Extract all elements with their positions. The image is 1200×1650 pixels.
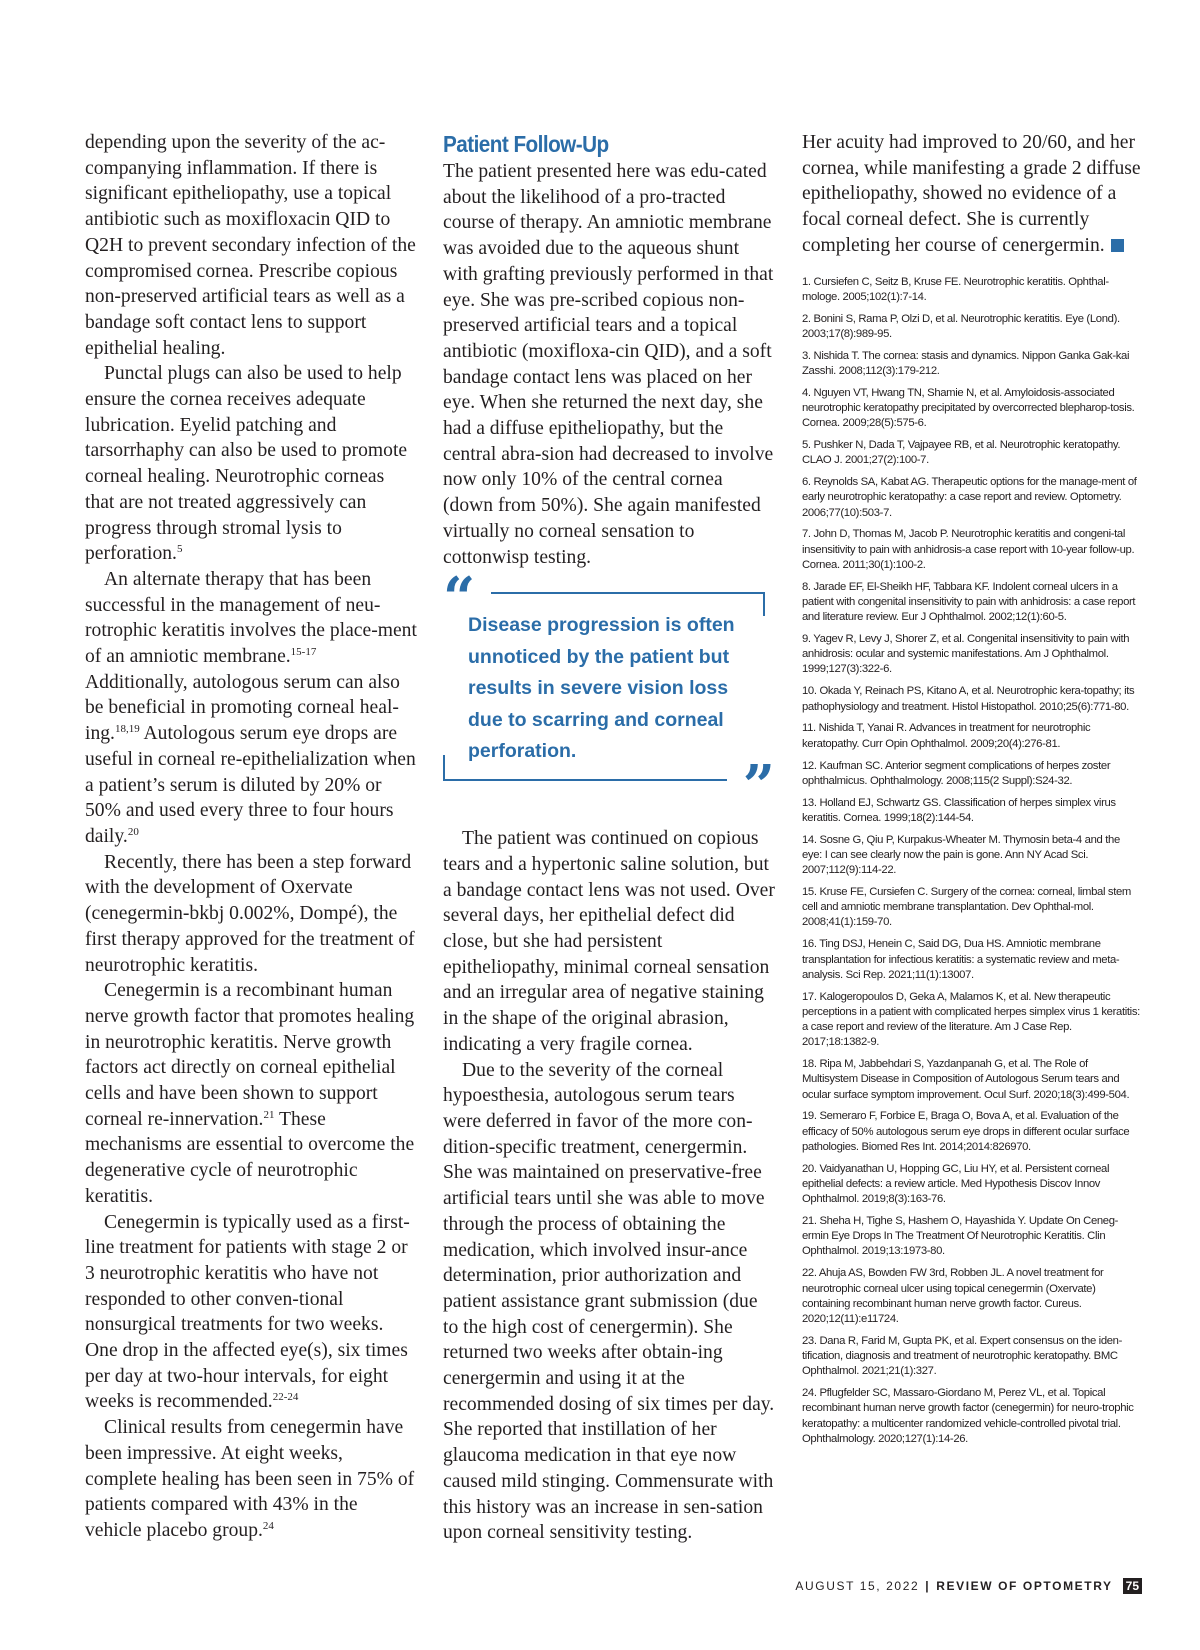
reference-item: 7. John D, Thomas M, Jacob P. Neurotrophic keratitis and congeni-tal insensitivity to pain with anhidrosis-a case report with 10-year follow-up. Cornea. 2011;30(1):100-2. [802, 528, 1135, 571]
reference-item: 6. Reynolds SA, Kabat AG. Therapeutic options for the manage-ment of early neurotrophic keratopathy: a case report and review. Optometry. 2006;77(10):503-7. [802, 476, 1137, 519]
reference-item: 8. Jarade EF, El-Sheikh HF, Tabbara KF. Indolent corneal ulcers in a patient with congenital insensitivity to pain with anhidrosis: a case report and literature review. Eur J Ophthalmol. 2002;12(1):60-5. [802, 580, 1136, 624]
end-of-article-icon [1111, 239, 1124, 252]
section-heading: Patient Follow-Up [443, 131, 609, 157]
reference-item: 4. Nguyen VT, Hwang TN, Shamie N, et al. Amyloidosis-associated neurotrophic keratopathy precipitated by overcorrected blepharop-tosis. Cornea. 2009;28(5):575-6. [802, 386, 1135, 430]
body-paragraph: Due to the severity of the corneal hypoesthesia, autologous serum tears were deferred in favor of the more con-dition-specific treatment, cenergermin. She was maintained on preservative-free artificial tears until she was able to move through the process of obtaining the medication, which involved insur-ance determination, prior authorization and patient assistance grant submission (due to the high cost of cenergermin). She returned two weeks after obtain-ing cenergermin and using it at the recommended dosing of six times per day. She reported that instillation of her glaucoma medication in that eye now caused mild stinging. Commensurate with this history was an increase in sen-sation upon corneal sensitivity testing. [443, 1059, 775, 1544]
reference-item: 9. Yagev R, Levy J, Shorer Z, et al. Congenital insensitivity to pain with anhidrosis: ocular and systemic manifestations. Am J Ophthalmol. 1999;127(3):322-6. [802, 633, 1130, 676]
open-quote-icon: “ [443, 565, 476, 632]
closing-paragraph [802, 130, 1142, 259]
section-body-after-quote [443, 826, 775, 1546]
column-right [802, 130, 1142, 1463]
body-paragraph: Cenegermin is typically used as a first-line treatment for patients with stage 2 or 3 neurotrophic keratitis who have not responded to other conven-tional nonsurgical treatments for two weeks. One drop in the affected eye(s), six times per day at two-hour intervals, for eight weeks is recommended.$^{22-24}$ [85, 1211, 410, 1413]
body-paragraph: An alternate therapy that has been successful in the management of neu-rotrophic keratitis involves the place-ment of an amniotic membrane.$^{15-17}$ Additionally, autologous serum can also be beneficial in promoting corneal heal-ing.$^{18,19}$ Autologous serum eye drops are useful in corneal re-epithelialization when a patient’s serum is diluted by 20% or 50% and used every three to four hours daily.$^{20}$ [85, 568, 417, 847]
reference-item: 3. Nishida T. The cornea: stasis and dynamics. Nippon Ganka Gak-kai Zasshi. 2008;112(3):179-212. [802, 349, 1130, 377]
reference-item: 24. Pflugfelder SC, Massaro-Giordano M, Perez VL, et al. Topical recombinant human nerve growth factor (cenegermin) for neuro-trophic keratopathy: a multicenter randomized vehicle-controlled pivotal trial. Ophthalmology. 2020;127(1):14-26. [802, 1387, 1134, 1445]
reference-item: 22. Ahuja AS, Bowden FW 3rd, Robben JL. A novel treatment for neurotrophic corneal ulcer using topical cenegermin (Oxervate) containing recombinant human nerve growth factor. Cureus. 2020;12(11):e11724. [802, 1267, 1104, 1325]
reference-list [802, 275, 1142, 1447]
reference-item: 12. Kaufman SC. Anterior segment complications of herpes zoster ophthalmicus. Ophthalmology. 2008;115(2 Suppl):S24-32. [802, 759, 1111, 787]
section-body-before-quote [443, 159, 775, 570]
body-paragraph: depending upon the severity of the ac-companying inflammation. If there is significant epitheliopathy, use a topical antibiotic such as moxifloxacin QID to Q2H to prevent secondary infection of the compromised cornea. Prescribe copious non-preserved artificial tears as well as a bandage soft contact lens to support epithelial healing. [85, 132, 416, 359]
reference-item: 18. Ripa M, Jabbehdari S, Yazdanpanah G, et al. The Role of Multisystem Disease in Composition of Autologous Serum tears and ocular surface symptom improvement. Ocul Surf. 2020;18(3):499-504. [802, 1058, 1130, 1101]
page-number: 75 [1123, 1578, 1142, 1594]
pull-quote-rule-top [491, 592, 765, 594]
reference-item: 10. Okada Y, Reinach PS, Kitano A, et al. Neurotrophic kera-topathy; its pathophysiology and treatment. Histol Histopathol. 2010;25(6):771-80. [802, 685, 1135, 713]
reference-item: 13. Holland EJ, Schwartz GS. Classification of herpes simplex virus keratitis. Cornea. 1999;18(2):144-54. [802, 796, 1116, 824]
footer-separator: | [925, 1579, 931, 1593]
reference-item: 11. Nishida T, Yanai R. Advances in treatment for neurotrophic keratopathy. Curr Opin Ophthalmol. 2009;20(4):276-81. [802, 722, 1091, 750]
issue-date: AUGUST 15, 2022 [795, 1579, 920, 1593]
reference-item: 1. Cursiefen C, Seitz B, Kruse FE. Neurotrophic keratitis. Ophthal-mologe. 2005;102(1):7-14. [802, 275, 1109, 303]
body-paragraph: Punctal plugs can also be used to help ensure the cornea receives adequate lubrication. Eyelid patching and tarsorrhaphy can also be used to promote corneal healing. Neurotrophic corneas that are not treated aggressively can progress through stromal lysis to perforation.$^5$ [85, 363, 408, 565]
pull-quote-rule-bottom-corner [443, 755, 445, 779]
reference-item: 14. Sosne G, Qiu P, Kurpakus-Wheater M. Thymosin beta-4 and the eye: I can see clearly now the pain is gone. Ann NY Acad Sci. 2007;112(9):114-22. [802, 833, 1120, 877]
column-middle [443, 130, 775, 1546]
pull-quote-rule-bottom [443, 779, 727, 781]
pull-quote-rule-top-corner [763, 592, 765, 616]
body-paragraph: Clinical results from cenegermin have been impressive. At eight weeks, complete healing has been seen in 75% of patients compared with 43% in the vehicle placebo group.$^{24}$ [85, 1417, 415, 1541]
reference-item: 15. Kruse FE, Cursiefen C. Surgery of the cornea: corneal, limbal stem cell and amniotic membrane transplantation. Dev Ophthal-mol. 2008;41(1):159-70. [802, 886, 1131, 929]
reference-item: 2. Bonini S, Rama P, Olzi D, et al. Neurotrophic keratitis. Eye (Lond). 2003;17(8):989-95. [802, 312, 1120, 340]
body-paragraph: Recently, there has been a step forward with the development of Oxervate (cenegermin-bkbj 0.002%, Dompé), the first therapy approved for the treatment of neurotrophic keratitis. [85, 851, 415, 976]
body-paragraph: The patient was continued on copious tears and a hypertonic saline solution, but a bandage contact lens was not used. Over several days, her epithelial defect did close, but she had persistent epitheliopathy, minimal corneal sensation and an irregular area of negative staining in the shape of the original abrasion, indicating a very fragile cornea. [443, 828, 775, 1055]
body-paragraph: Cenegermin is a recombinant human nerve growth factor that promotes healing in neurotrophic keratitis. Nerve growth factors act directly on corneal epithelial cells and have been shown to support corneal re-innervation.$^{21}$ These mechanisms are essential to overcome the degenerative cycle of neurotrophic keratitis. [85, 980, 415, 1207]
reference-item: 5. Pushker N, Dada T, Vajpayee RB, et al. Neurotrophic keratopathy. CLAO J. 2001;27(2):100-7. [802, 439, 1121, 467]
page-footer [795, 1578, 1142, 1594]
reference-item: 19. Semeraro F, Forbice E, Braga O, Bova A, et al. Evaluation of the efficacy of 50% autologous serum eye drops in different ocular surface pathologies. Biomed Res Int. 2014;2014:826970. [802, 1110, 1130, 1153]
journal-name: REVIEW OF OPTOMETRY [936, 1579, 1113, 1593]
reference-item: 21. Sheha H, Tighe S, Hashem O, Hayashida Y. Update On Ceneg-ermin Eye Drops In The Treatment Of Neurotrophic Keratitis. Clin Ophthalmol. 2019;13:1973-80. [802, 1215, 1119, 1258]
pull-quote-text: Disease progression is often unnoticed by the patient but results in severe vision loss due to scarring and corneal perforation. [468, 614, 735, 763]
reference-item: 17. Kalogeropoulos D, Geka A, Malamos K, et al. New therapeutic perceptions in a patient with complicated herpes simplex virus 1 keratitis: a case report and review of the literature. Am J Case Rep. 2017;18:1382-9. [802, 990, 1140, 1049]
reference-item: 23. Dana R, Farid M, Gupta PK, et al. Expert consensus on the iden-tification, diagnosis and treatment of neurotrophic keratopathy. BMC Ophthalmol. 2021;21(1):327. [802, 1334, 1123, 1378]
reference-item: 16. Ting DSJ, Henein C, Said DG, Dua HS. Amniotic membrane transplantation for infectious keratitis: a systematic review and meta-analysis. Sci Rep. 2021;11(1):13007. [802, 938, 1120, 981]
body-paragraph: The patient presented here was edu-cated about the likelihood of a pro-tracted course of therapy. An amniotic membrane was avoided due to the aqueous shunt with grafting previously performed in that eye. She was pre-scribed copious non-preserved artificial tears and a topical antibiotic (moxifloxa-cin QID), and a soft bandage contact lens was placed on her eye. When she returned the next day, she had a diffuse epitheliopathy, but the central abra-sion had decreased to involve now only 10% of the central cornea (down from 50%). She again manifested virtually no corneal sensation to cottonwisp testing. [443, 161, 774, 568]
reference-item: 20. Vaidyanathan U, Hopping GC, Liu HY, et al. Persistent corneal epithelial defects: a review article. Med Hypothesis Discov Innov Ophthalmol. 2019;8(3):163-76. [802, 1162, 1110, 1206]
closing-paragraph-text: Her acuity had improved to 20/60, and her cornea, while manifesting a grade 2 diffuse epitheliopathy, showed no evidence of a focal corneal defect. She is currently completing her course of cenergermin. [802, 132, 1141, 256]
close-quote-icon: ” [742, 753, 775, 820]
column-left [85, 130, 417, 1544]
pull-quote [443, 565, 775, 820]
